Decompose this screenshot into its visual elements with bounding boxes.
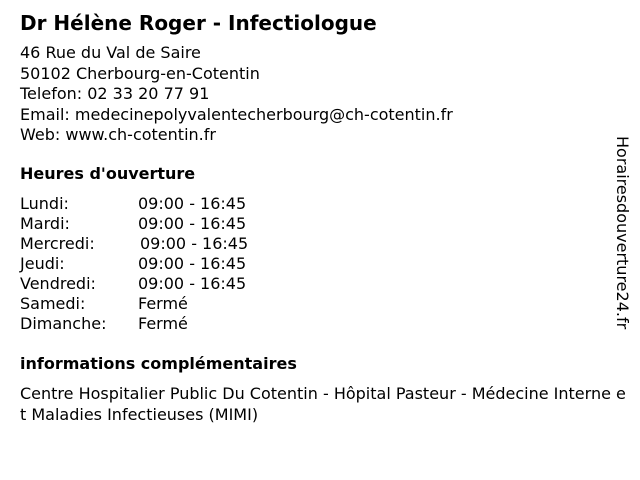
day-label: Jeudi: bbox=[20, 254, 65, 273]
info-description: Centre Hospitalier Public Du Cotentin - Hôpital Pasteur - Médecine Interne et Maladies Infectieuses (MIMI) bbox=[20, 384, 626, 424]
day-label: Vendredi: bbox=[20, 274, 96, 293]
time-value: Fermé bbox=[138, 314, 188, 333]
brand-text: Horairesdouverture24.fr bbox=[613, 136, 632, 330]
phone-number: Telefon: 02 33 20 77 91 bbox=[20, 84, 210, 103]
time-value: 09:00 - 16:45 bbox=[138, 254, 247, 273]
time-value: 09:00 - 16:45 bbox=[138, 214, 247, 233]
day-label: Mardi: bbox=[20, 214, 70, 233]
day-label: Samedi: bbox=[20, 294, 86, 313]
time-value: 09:00 - 16:45 bbox=[138, 194, 247, 213]
brand-watermark bbox=[612, 136, 632, 346]
time-value: 09:00 - 16:45 bbox=[140, 234, 249, 253]
info-heading: informations complémentaires bbox=[20, 354, 297, 373]
city-address: 50102 Cherbourg-en-Cotentin bbox=[20, 63, 260, 83]
day-label: Mercredi: bbox=[20, 234, 95, 253]
page-title: Dr Hélène Roger - Infectiologue bbox=[20, 11, 377, 35]
contact-block bbox=[20, 43, 453, 146]
time-value: Fermé bbox=[138, 294, 188, 313]
time-value: 09:00 - 16:45 bbox=[138, 274, 247, 293]
email-address: Email: medecinepolyvalentecherbourg@ch-cotentin.fr bbox=[20, 104, 453, 124]
hours-heading: Heures d'ouverture bbox=[20, 164, 196, 183]
day-label: Dimanche: bbox=[20, 314, 107, 333]
street-address: 46 Rue du Val de Saire bbox=[20, 43, 201, 62]
website: Web: www.ch-cotentin.fr bbox=[20, 125, 216, 144]
day-label: Lundi: bbox=[20, 194, 69, 213]
